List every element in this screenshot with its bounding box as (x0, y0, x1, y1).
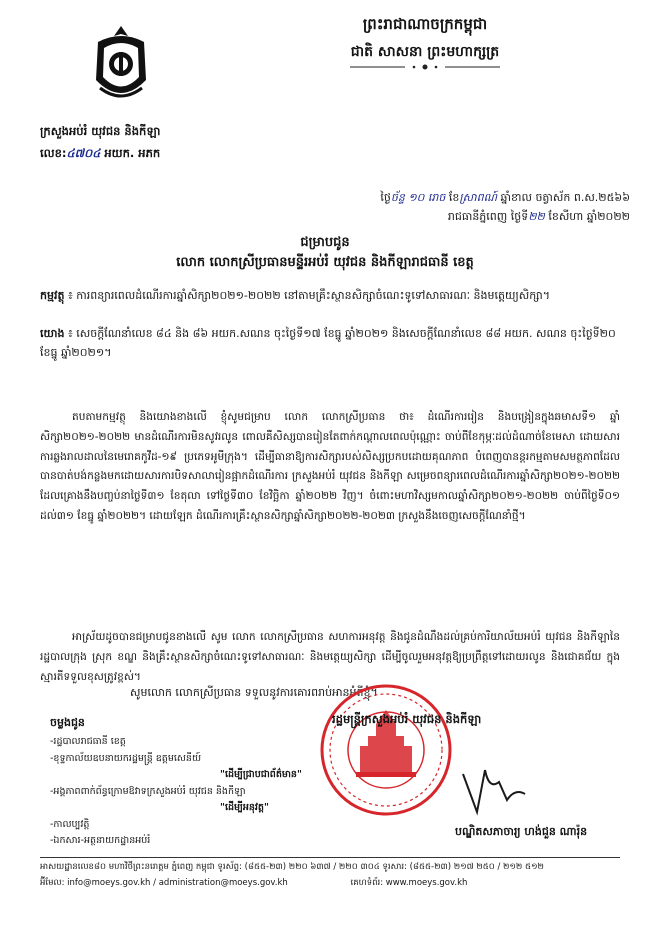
footer-website: www.moeys.gov.kh (385, 878, 468, 888)
cc-item: -អង្គភាពពាក់ព័ន្ធក្រោមឱវាទក្រសួងអប់រំ យុវជន និងកីឡា "ដើម្បីអនុវត្ត" (50, 784, 302, 817)
cc-list (50, 734, 302, 850)
footer-address: អាសយដ្ឋានលេខ៨០ មហាវិថីព្រះនរោត្តម ភ្នំពេញ កម្ពុជា ទូរស័ព្ទ: (៨៥៥-២៣) ២២០ ៦៣៧ / ២២០ ៣០៤ ទូរសារ: (៨៥៥-២៣) ២១៧ ២៥០ / ២១២ ៥១២ (40, 862, 544, 872)
ministry-name: ក្រសួងអប់រំ យុវជន និងកីឡា (40, 124, 161, 138)
reference-number (40, 146, 160, 163)
closing-line: សូមលោក លោកស្រីប្រធាន ទទួលនូវការគោរពរាប់អានអំពីខ្ញុំ។ (130, 686, 378, 699)
cc-item: -ឯកសារ-អត្ថនាយកដ្ឋានអប់រំ (50, 835, 151, 846)
ministry-emblem-logo (88, 22, 154, 108)
cc-item: -រដ្ឋបាលរាជធានី ខេត្ត (50, 736, 126, 747)
ornament-divider (350, 64, 500, 70)
body-paragraph-2: អាស្រ័យដូចបានជម្រាបជូនខាងលើ សូម លោក លោកស្រីប្រធាន សហការអនុវត្ត និងជូនដំណឹងដល់គ្រប់ការិយាល័យអប់រំ យុវជន និងកីឡានៃរដ្ឋបាលក្រុង ស្រុក ខណ្ឌ និងគ្រឹះស្ថានសិក្សាចំណេះទូទៅសាធារណៈ និងមត្តេយ្យសិក្សា ដើម្បីចូលរួមអនុវត្តឱ្យប្រព្រឹត្តទៅដោយរលូន និងជោគជ័យ ក្នុងស្មារតីទទួលខុសត្រូវខ្ពស់។ (40, 631, 620, 683)
cc-note: "ដើម្បីជ្រាបជាព័ត៌មាន" (220, 769, 302, 780)
ref-number-handwritten: ៤៧០៤ (66, 146, 101, 160)
civil-month-year: ខែសីហា ឆ្នាំ២០២២ (544, 210, 630, 223)
body-paragraph-1: តបតាមកម្មវត្ថុ និងយោងខាងលើ ខ្ញុំសូមជម្រាប លោក លោកស្រីប្រធាន ថា៖ ដំណើរការរៀន និងបង្រៀនក្នុងឆមាសទី១ ឆ្នាំសិក្សា២០២១-២០២២ មានដំណើរការមិនសូវរលូន ពោលគឺសិស្សបានរៀនតែពាក់កណ្តាលពេលប៉ុណ្ណោះ ចាប់ពីខែកុម្ភៈដល់ដំណាច់ខែមេសា ដោយសារការឆ្លងរាលដាលនៃមេរោគកូវីដ-១៩ ប្រភេទអូមីក្រុង។ ដើម្បីធានាឱ្យការសិក្សារបស់សិស្សប្រកបដោយគុណភាព បំពេញបានន្តរកម្មតាមសមត្ថភាពដែលបានបាត់បង់កន្លងមកដោយសារការបិទសាលារៀនផ្អាកដំណើរការ ក្រសួងអប់រំ យុវជន និងកីឡា សម្រេចពន្យារពេលដំណើរការឆ្នាំសិក្សា២០២១-២០២២ ដែលគ្រោងនឹងបញ្ចប់នាថ្ងៃទី៣១ ខែតុលា ទៅថ្ងៃទី៣០ ខែវិច្ឆិកា ឆ្នាំ២០២២ វិញ។ ចំពោះមហាវិស្សមកាលឆ្នាំសិក្សា២០២១-២០២២ ចាប់ពីថ្ងៃទី០១ ដល់៣១ ខែធ្នូ ឆ្នាំ២០២២។ ដោយឡែក ដំណើរការគ្រឹះស្ថានសិក្សាឆ្នាំសិក្សា២០២២-២០២៣ ក្រសួងនឹងចេញសេចក្តីណែនាំថ្មី។ (40, 411, 620, 522)
national-motto: ជាតិ សាសនា ព្រះមហាក្សត្រ (350, 44, 500, 60)
subject-label: កម្មវត្ថុ (40, 289, 65, 302)
footer-email: info@moeys.gov.kh / administration@moeys.gov.kh (67, 878, 288, 888)
lunar-date (250, 191, 630, 207)
cc-item: -ខុទ្ទកាល័យឧបនាយករដ្ឋមន្ត្រី ឧត្តមសេនីយ៍ "ដើម្បីជ្រាបជាព័ត៌មាន" (50, 751, 302, 784)
footer-divider (40, 857, 620, 858)
cc-note: "ដើម្បីអនុវត្ត" (220, 802, 269, 813)
subject-text: ៖ ការពន្យារពេលដំណើរការឆ្នាំសិក្សា២០២១-២០២២ នៅតាមគ្រឹះស្ថានសិក្សាចំណេះទូទៅសាធារណៈ និងមត្តេយ្យសិក្សា។ (64, 289, 551, 302)
lunar-day-handwritten: ច័ន្ទ ១០ រោច (390, 191, 449, 204)
civil-date (250, 210, 630, 226)
lunar-year: ឆ្នាំខាល ចត្វាស័ក ព.ស.២៥៦៦ (497, 191, 630, 204)
lunar-month-label: ខែ (448, 191, 460, 204)
footer-contacts (40, 878, 620, 890)
civil-prefix: រាជធានីភ្នំពេញ ថ្ងៃទី (447, 210, 529, 223)
subject-line (40, 286, 620, 305)
recipient-label: ជម្រាបជូន (300, 235, 350, 250)
lunar-month-handwritten: ស្រាពណ៍ (459, 191, 498, 204)
ref-suffix: អយក. អភក (100, 146, 161, 160)
website-label: គេហទំព័រ: (350, 878, 386, 888)
cc-label: ចម្លងជូន (50, 716, 85, 729)
cc-item: -កាលប្បវត្តិ (50, 818, 90, 830)
email-label: អ៊ីមែល: (40, 878, 68, 888)
ref-prefix: លេខ: (40, 146, 67, 160)
reference-line (40, 324, 620, 362)
official-seal-stamp (316, 680, 456, 820)
recipient-name: លោក លោកស្រីប្រធានមន្ទីរអប់រំ យុវជន និងកីឡារាជធានី ខេត្ត (176, 255, 474, 270)
signer-name: បណ្ឌិតសភាចារ្យ ហង់ជួន ណារ៉ុន (455, 825, 588, 838)
lunar-prefix: ថ្ងៃ (380, 191, 391, 204)
reference-text: ៖ សេចក្តីណែនាំលេខ ៨៤ និង ៨៦ អយក.សណន ចុះថ្ងៃទី១៧ ខែធ្នូ ឆ្នាំ២០២១ និងសេចក្តីណែនាំលេខ ៨៨ អយក. សណន ចុះថ្ងៃទី២០ ខែធ្នូ ឆ្នាំ២០២១។ (40, 327, 616, 359)
reference-label: យោង (40, 327, 65, 340)
signer-title: រដ្ឋមន្ត្រីក្រសួងអប់រំ យុវជន និងកីឡា (332, 712, 482, 726)
kingdom-title: ព្រះរាជាណាចក្រកម្ពុជា (362, 15, 488, 33)
civil-day-handwritten: ២២ (528, 210, 545, 223)
handwritten-signature (455, 760, 535, 820)
